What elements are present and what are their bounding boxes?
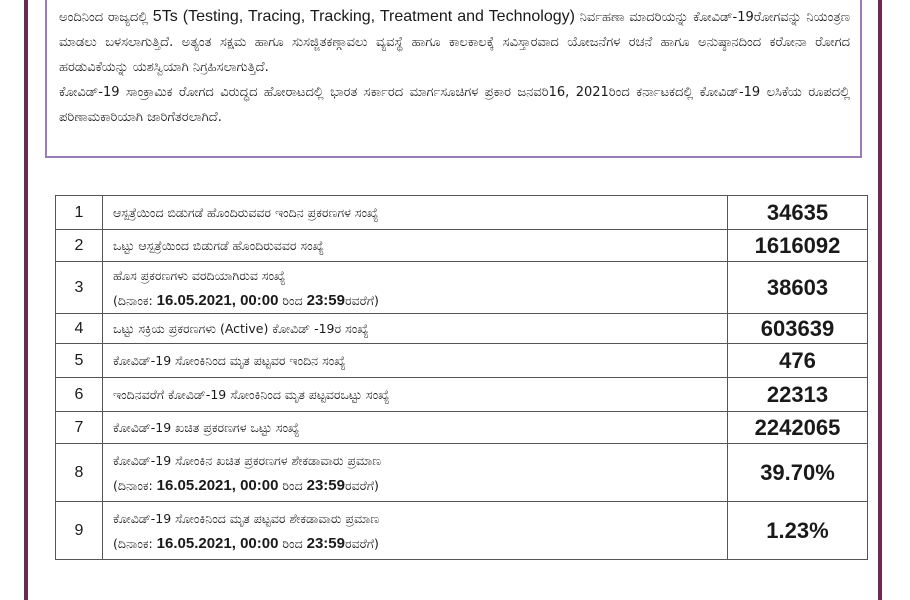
row-description: ಆಸ್ಪತ್ರೆಯಿಂದ ಬಿಡುಗಡೆ ಹೊಂದಿರುವವರ ಇಂದಿನ ಪ್ರಕರಣಗಳ ಸಂಖ್ಯೆ	[103, 196, 728, 230]
intro-paragraph-2: ಕೋವಿಡ್-19 ಸಾಂಕ್ರಾಮಿಕ ರೋಗದ ವಿರುದ್ಧದ ಹೋರಾಟದಲ್ಲಿ ಭಾರತ ಸರ್ಕಾರದ ಮಾರ್ಗಸೂಚಿಗಳ ಪ್ರಕಾರ ಜನವರಿ16, 2021ರಿಂದ ಕರ್ನಾಟಕದಲ್ಲಿ ಕೋವಿಡ್-19 ಲಸಿಕೆಯ ರೂಪದಲ್ಲಿ ಪರಿಣಾಮಕಾರಿಯಾಗಿ ಜಾರಿಗೆತರಲಾಗಿದೆ.	[59, 85, 850, 125]
row-number: 5	[56, 344, 103, 378]
date-note-post: ರವರೆಗೆ)	[345, 535, 379, 551]
date-note-date: 16.05.2021, 00:00	[156, 534, 279, 552]
row-description: ಇಂದಿನವರೆಗೆ ಕೋವಿಡ್-19 ಸೋಂಕಿನಿಂದ ಮೃತ ಪಟ್ಟವರಒಟ್ಟು ಸಂಖ್ಯೆ	[103, 378, 728, 412]
date-note-pre: (ದಿನಾಂಕ:	[113, 535, 157, 551]
date-note	[113, 531, 727, 556]
page-frame-left	[24, 0, 28, 600]
table-row	[56, 344, 868, 378]
row-number: 4	[56, 314, 103, 344]
row-value: 1.23%	[728, 502, 868, 560]
date-note-mid: ರಿಂದ	[278, 292, 307, 308]
intro-text-rest: ನಿರ್ವಹಣಾ ಮಾದರಿಯನ್ನು ಕೋವಿಡ್-19ರೋಗವನ್ನು ನಿಯಂತ್ರಣ ಮಾಡಲು ಬಳಸಲಾಗುತ್ತಿದೆ. ಅತ್ಯಂತ ಸಕ್ಷಮ ಹಾಗೂ ಸುಸಜ್ಜಿತಕಣ್ಗಾವಲು ವ್ಯವಸ್ಥೆ ಹಾಗೂ ಕಾಲಕಾಲಕ್ಕೆ ಸವಿಸ್ತಾರವಾದ ಯೋಜನೆಗಳ ರಚನೆ ಹಾಗೂ ಅನುಷ್ಠಾನದಿಂದ ಕರೋನಾ ರೋಗದ ಹರಡುವಿಕೆಯನ್ನು ಯಶಸ್ವಿಯಾಗಿ ನಿಗ್ರಹಿಸಲಾಗುತ್ತಿದೆ.	[59, 10, 850, 75]
row-value: 603639	[728, 314, 868, 344]
row-number: 1	[56, 196, 103, 230]
table-row	[56, 502, 868, 560]
date-note-mid: ರಿಂದ	[278, 535, 307, 551]
row-number: 7	[56, 412, 103, 444]
row-value: 2242065	[728, 412, 868, 444]
row-value: 34635	[728, 196, 868, 230]
row-description: ಕೋವಿಡ್-19 ಖಚಿತ ಪ್ರಕರಣಗಳ ಒಟ್ಟು ಸಂಖ್ಯೆ	[103, 412, 728, 444]
date-note-end: 23:59	[306, 476, 345, 494]
row-number: 8	[56, 444, 103, 502]
page-frame-right	[878, 0, 882, 600]
date-note	[113, 288, 727, 313]
date-note-date: 16.05.2021, 00:00	[156, 291, 279, 309]
date-note-pre: (ದಿನಾಂಕ:	[113, 477, 157, 493]
date-note	[113, 473, 727, 498]
date-note-end: 23:59	[306, 291, 345, 309]
intro-5ts-text: 5Ts (Testing, Tracing, Tracking, Treatment and Technology)	[152, 8, 575, 25]
row-description	[103, 502, 728, 560]
row-description-text: ಕೋವಿಡ್-19 ಸೋಂಕಿನ ಖಚಿತ ಪ್ರಕರಣಗಳ ಶೇಕಡಾವಾರು ಪ್ರಮಾಣ	[113, 452, 382, 468]
row-value: 476	[728, 344, 868, 378]
date-note-date: 16.05.2021, 00:00	[156, 476, 279, 494]
row-description: ಒಟ್ಟು ಸಕ್ರಿಯ ಪ್ರಕರಣಗಳು (Active) ಕೋವಿಡ್ -19ರ ಸಂಖ್ಯೆ	[103, 314, 728, 344]
table-row	[56, 230, 868, 262]
row-number: 2	[56, 230, 103, 262]
row-description-text: ಹೊಸ ಪ್ರಕರಣಗಳು ವರದಿಯಾಗಿರುವ ಸಂಖ್ಯೆ	[113, 267, 286, 283]
row-description-text: ಕೋವಿಡ್-19 ಸೋಂಕಿನಿಂದ ಮೃತ ಪಟ್ಟವರ ಶೇಕಡಾವಾರು ಪ್ರಮಾಣ	[113, 510, 380, 526]
row-value: 22313	[728, 378, 868, 412]
row-number: 6	[56, 378, 103, 412]
table-row	[56, 444, 868, 502]
date-note-post: ರವರೆಗೆ)	[345, 292, 379, 308]
row-number: 9	[56, 502, 103, 560]
intro-box	[45, 0, 862, 158]
date-note-mid: ರಿಂದ	[278, 477, 307, 493]
row-description	[103, 444, 728, 502]
row-value: 38603	[728, 262, 868, 314]
intro-text: ಅಂದಿನಿಂದ ರಾಜ್ಯದಲ್ಲಿ	[59, 10, 153, 25]
table-row	[56, 378, 868, 412]
covid-stats-table	[55, 195, 868, 560]
row-value: 1616092	[728, 230, 868, 262]
date-note-post: ರವರೆಗೆ)	[345, 477, 379, 493]
row-description	[103, 262, 728, 314]
row-description: ಕೋವಿಡ್-19 ಸೋಂಕಿನಿಂದ ಮೃತ ಪಟ್ಟವರ ಇಂದಿನ ಸಂಖ್ಯೆ	[103, 344, 728, 378]
date-note-end: 23:59	[306, 534, 345, 552]
intro-paragraph-1	[59, 4, 850, 80]
table-row	[56, 314, 868, 344]
row-value: 39.70%	[728, 444, 868, 502]
table-row	[56, 196, 868, 230]
row-number: 3	[56, 262, 103, 314]
table-row	[56, 412, 868, 444]
row-description: ಒಟ್ಟು ಆಸ್ಪತ್ರೆಯಿಂದ ಬಿಡುಗಡೆ ಹೊಂದಿರುವವರ ಸಂಖ್ಯೆ	[103, 230, 728, 262]
date-note-pre: (ದಿನಾಂಕ:	[113, 292, 157, 308]
table-row	[56, 262, 868, 314]
